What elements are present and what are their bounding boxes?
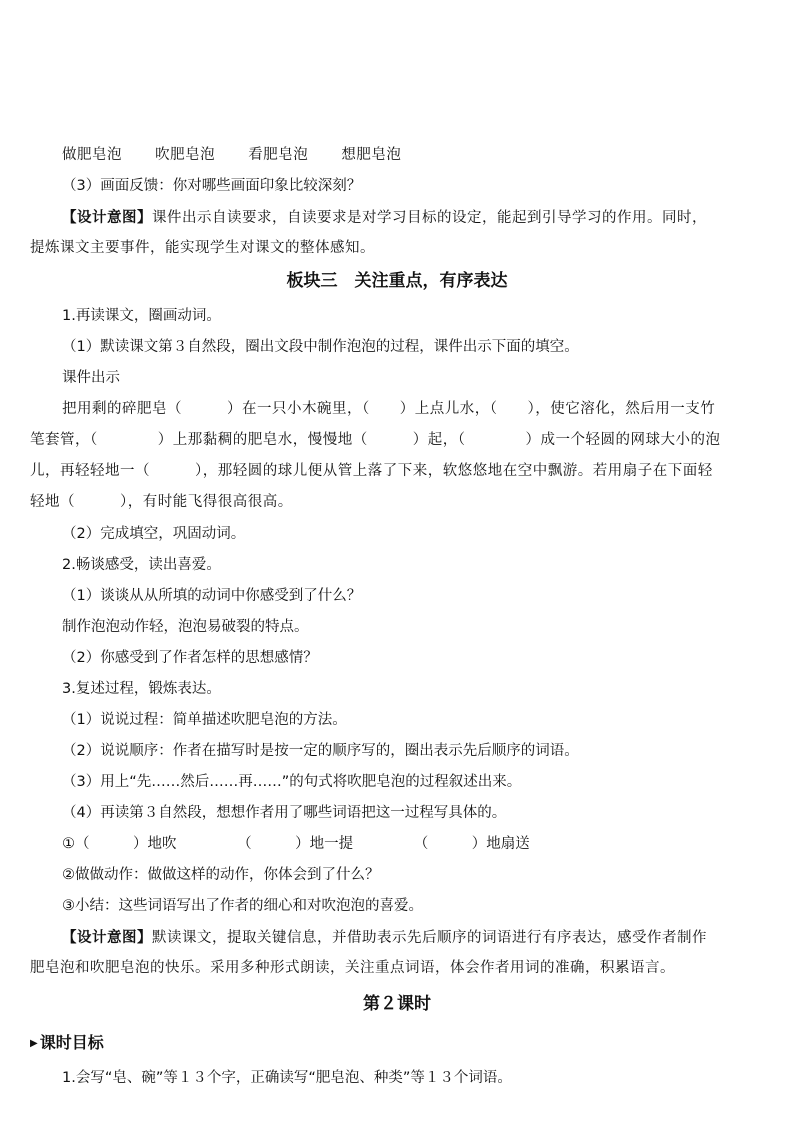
fill-blanks-row [62, 834, 764, 854]
objective-1: 1.会写“皂、碗”等１３个字，正确读写“肥皂泡、种类”等１３个词语。 [62, 1070, 512, 1086]
courseware-label: 课件出示 [62, 370, 120, 386]
design-intent-2-text: 默读课文，提取关键信息，并借助表示先后顺序的词语进行有序表达，感受作者制作 [152, 930, 707, 946]
circle2: ②做做动作：做做这样的动作，你体会到了什么？ [62, 867, 380, 883]
triangle-bullet-icon: ▶ [30, 1038, 38, 1049]
design-intent-tag: 【设计意图】 [62, 210, 152, 226]
item3-1: （1）说说过程：简单描述吹肥皂泡的方法。 [62, 712, 347, 728]
lesson2-title: 第２课时 [363, 994, 431, 1014]
fill-blank-2: （ ）地一提 [237, 836, 354, 852]
item2-answer: 制作泡泡动作轻，泡泡易破裂的特点。 [62, 619, 309, 635]
design-intent-1-text: 课件出示自读要求，自读要求是对学习目标的设定，能起到引导学习的作用。同时， [152, 210, 707, 226]
design-intent-2-line2: 肥皂泡和吹肥皂泡的快乐。采用多种形式朗读，关注重点词语，体会作者用词的准确，积累语言。 [30, 960, 675, 976]
item3-2: （2）说说顺序：作者在描写时是按一定的顺序写的，圈出表示先后顺序的词语。 [62, 743, 579, 759]
passage-line-4: 轻地（ ），有时能飞得很高很高。 [30, 494, 293, 510]
item2: 2.畅谈感受，读出喜爱。 [62, 557, 221, 573]
design-intent-1-line1 [62, 208, 764, 228]
objectives-heading: 课时目标 [39, 1033, 104, 1052]
item1-2: （2）完成填空，巩固动词。 [62, 526, 246, 542]
design-intent-1-line2: 提炼课文主要事件，能实现学生对课文的整体感知。 [30, 240, 375, 256]
word-3: 看肥皂泡 [248, 147, 309, 163]
word-2: 吹肥皂泡 [155, 147, 216, 163]
circle3: ③小结：这些词语写出了作者的细心和对吹泡泡的喜爱。 [62, 898, 423, 914]
item1-1: （1）默读课文第３自然段，圈出文段中制作泡泡的过程，课件出示下面的填空。 [62, 339, 579, 355]
design-intent-tag: 【设计意图】 [62, 930, 152, 946]
word-4: 想肥皂泡 [341, 147, 402, 163]
fill-blank-3: （ ）地扇送 [413, 836, 530, 852]
section3-title: 板块三 关注重点，有序表达 [286, 271, 508, 291]
q3-feedback: （3）画面反馈：你对哪些画面印象比较深刻？ [62, 178, 362, 194]
fill-blank-1: ①（ ）地吹 [62, 836, 177, 852]
design-intent-2-line1 [62, 928, 764, 948]
word-1: 做肥皂泡 [62, 147, 122, 163]
item2-1: （1）谈谈从从所填的动词中你感受到了什么？ [62, 588, 362, 604]
item1: 1.再读课文，圈画动词。 [62, 308, 221, 324]
passage-line-2: 笔套管，（ ）上那黏稠的肥皂水，慢慢地（ ）起，（ ）成一个轻圆的网球大小的泡 [30, 432, 721, 448]
item3: 3.复述过程，锻炼表达。 [62, 681, 221, 697]
words-row [62, 145, 764, 165]
item2-2: （2）你感受到了作者怎样的思想感情？ [62, 650, 318, 666]
item3-3: （3）用上“先……然后……再……”的句式将吹肥皂泡的过程叙述出来。 [62, 774, 522, 790]
passage-line-1: 把用剩的碎肥皂（ ）在一只小木碗里，（ ）上点儿水，（ ），使它溶化，然后用一支竹 [62, 401, 716, 417]
item3-4: （4）再读第３自然段，想想作者用了哪些词语把这一过程写具体的。 [62, 805, 507, 821]
passage-line-3: 儿，再轻轻地一（ ），那轻圆的球儿便从管上落了下来，软悠悠地在空中飘游。若用扇子在下面轻 [30, 463, 713, 479]
objectives-heading-row [30, 1033, 764, 1054]
